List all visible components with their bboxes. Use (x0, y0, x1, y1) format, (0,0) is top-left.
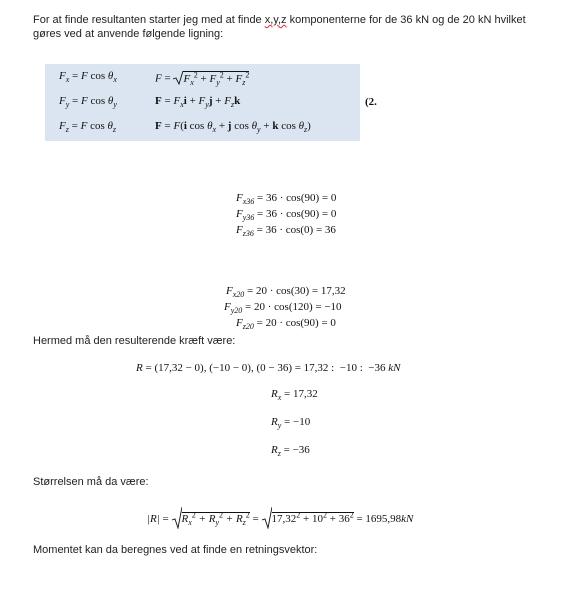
intro-paragraph (33, 13, 553, 41)
equation-fz: $F_z = F$ $\cos \theta_z$ (59, 120, 117, 135)
force36-x: $F_{x36} = 36 \cdot \cos(90) = 0$ (236, 192, 337, 207)
force20-x: $F_{x20} = 20 \cdot \cos(30) = 17,32$ (226, 285, 346, 300)
equation-magnitude: $F = F_x^2 + F_y^2 + F_z^2$ (155, 70, 250, 87)
resultant-y: $R_y = -10$ (271, 416, 311, 431)
resultant-z: $R_z = -36$ (271, 444, 310, 459)
intro-text-before: For at finde resultanten starter jeg med at finde (33, 14, 265, 26)
resultant-equation: R = (17,32 − 0), (−10 − 0), (0 − 36) = 17,32 : −10 : −36 kN (136, 362, 401, 374)
force20-z: $F_{z20} = 20 \cdot \cos(90) = 0$ (236, 317, 336, 332)
resultant-text: Hermed må den resulterende kræft være: (33, 335, 236, 347)
magnitude-text: Størrelsen må da være: (33, 476, 149, 488)
force36-y: $F_{y36} = 36 \cdot \cos(90) = 0$ (236, 208, 337, 223)
equation-number: (2. (365, 96, 377, 108)
force36-z: $F_{z36} = 36 \cdot \cos(0) = 36$ (236, 224, 336, 239)
equation-box (45, 64, 360, 141)
moment-text: Momentet kan da beregnes ved at finde en retningsvektor: (33, 544, 318, 556)
equation-fx: $F_x = F$ $\cos \theta_x$ (59, 70, 117, 85)
sqrt-icon (262, 507, 272, 529)
magnitude-equation: $|R| = R_x^2 + R_y^2 + R_z^2 = 17,32^2 + 10^2 + 36^2 = 1695,98kN$ (147, 507, 413, 529)
resultant-x: $R_x = 17,32$ (271, 388, 318, 403)
equation-unit-vector: F = F(i $\cos \theta_x + j$ $\cos \theta_y + k$ $\cos \theta_z$) (155, 120, 311, 135)
force20-y: $F_{y20} = 20 \cdot \cos(120) = -10$ (224, 301, 342, 316)
sqrt-icon (172, 507, 182, 529)
intro-text-after: komponenterne for de 36 kN og de 20 kN hvilket gøres ved at anvende følgende ligning: (33, 14, 526, 40)
equation-vector: $F = F_xi + F_yj + F_zk$ (155, 95, 241, 110)
sqrt-icon (173, 71, 183, 85)
equation-fy: $F_y = F$ $\cos \theta_y$ (59, 95, 117, 110)
intro-spellcheck-word: x,y,z (264, 14, 287, 26)
